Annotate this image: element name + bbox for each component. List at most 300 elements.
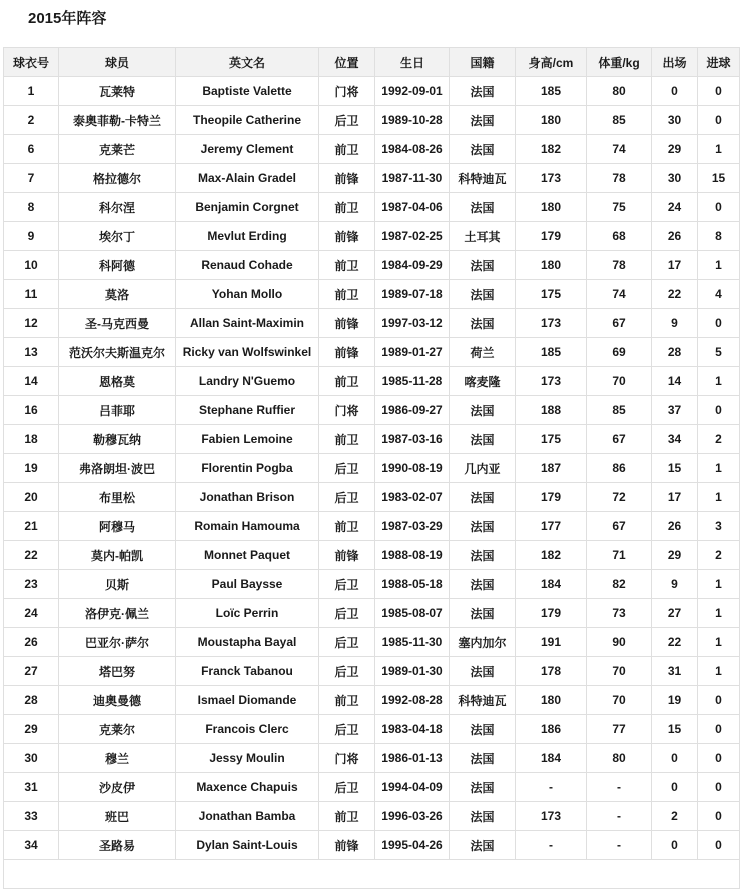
cell: 24 <box>4 599 59 628</box>
cell: 1986-09-27 <box>375 396 450 425</box>
cell: 后卫 <box>319 657 375 686</box>
cell: 前卫 <box>319 512 375 541</box>
cell: 前卫 <box>319 425 375 454</box>
cell: 法国 <box>450 657 516 686</box>
cell: 26 <box>4 628 59 657</box>
cell: Yohan Mollo <box>176 280 319 309</box>
cell: 184 <box>516 744 587 773</box>
cell: 法国 <box>450 773 516 802</box>
cell: 173 <box>516 367 587 396</box>
cell: 0 <box>698 309 740 338</box>
cell: 布里松 <box>59 483 176 512</box>
cell: Monnet Paquet <box>176 541 319 570</box>
cell: - <box>587 802 652 831</box>
column-header: 英文名 <box>176 48 319 77</box>
cell: 0 <box>698 831 740 860</box>
table-row <box>4 657 740 686</box>
cell: 179 <box>516 483 587 512</box>
cell: Francois Clerc <box>176 715 319 744</box>
cell: 法国 <box>450 541 516 570</box>
cell: 67 <box>587 512 652 541</box>
cell: 勒穆瓦纳 <box>59 425 176 454</box>
cell: 33 <box>4 802 59 831</box>
cell: 180 <box>516 686 587 715</box>
cell: 莫洛 <box>59 280 176 309</box>
cell: 弗洛朗坦·波巴 <box>59 454 176 483</box>
cell: 1983-02-07 <box>375 483 450 512</box>
cell: 29 <box>652 135 698 164</box>
cell: 法国 <box>450 135 516 164</box>
table-row <box>4 512 740 541</box>
empty-row <box>4 860 740 889</box>
cell: 法国 <box>450 715 516 744</box>
cell: 1989-01-30 <box>375 657 450 686</box>
cell: 法国 <box>450 483 516 512</box>
cell: 圣-马克西曼 <box>59 309 176 338</box>
cell: 30 <box>4 744 59 773</box>
cell: 法国 <box>450 570 516 599</box>
cell: 3 <box>698 512 740 541</box>
column-header: 进球 <box>698 48 740 77</box>
cell: 86 <box>587 454 652 483</box>
cell: 前卫 <box>319 686 375 715</box>
cell: 1985-11-30 <box>375 628 450 657</box>
table-row <box>4 280 740 309</box>
cell: 26 <box>652 222 698 251</box>
cell: 24 <box>652 193 698 222</box>
cell: 7 <box>4 164 59 193</box>
cell: 175 <box>516 425 587 454</box>
cell: 前卫 <box>319 193 375 222</box>
cell: 法国 <box>450 425 516 454</box>
cell: 土耳其 <box>450 222 516 251</box>
cell: 186 <box>516 715 587 744</box>
cell: 85 <box>587 396 652 425</box>
cell: 173 <box>516 164 587 193</box>
table-row <box>4 164 740 193</box>
cell: 1995-04-26 <box>375 831 450 860</box>
cell: 科阿德 <box>59 251 176 280</box>
cell: 前卫 <box>319 251 375 280</box>
cell: 1985-08-07 <box>375 599 450 628</box>
cell: 后卫 <box>319 483 375 512</box>
cell: 范沃尔夫斯温克尔 <box>59 338 176 367</box>
cell: 0 <box>698 773 740 802</box>
cell: 179 <box>516 599 587 628</box>
cell: 23 <box>4 570 59 599</box>
cell: 班巴 <box>59 802 176 831</box>
column-header: 生日 <box>375 48 450 77</box>
cell: 1985-11-28 <box>375 367 450 396</box>
cell: 法国 <box>450 512 516 541</box>
cell: 31 <box>652 657 698 686</box>
page <box>0 10 742 889</box>
cell: 85 <box>587 106 652 135</box>
cell: 182 <box>516 541 587 570</box>
cell: 格拉德尔 <box>59 164 176 193</box>
cell: 泰奥菲勒-卡特兰 <box>59 106 176 135</box>
cell: 80 <box>587 744 652 773</box>
cell: 0 <box>652 77 698 106</box>
cell: Jessy Moulin <box>176 744 319 773</box>
cell: 21 <box>4 512 59 541</box>
cell: 28 <box>652 338 698 367</box>
table-row <box>4 425 740 454</box>
cell: 后卫 <box>319 106 375 135</box>
cell: 179 <box>516 222 587 251</box>
table-row <box>4 454 740 483</box>
cell: 阿穆马 <box>59 512 176 541</box>
cell: Romain Hamouma <box>176 512 319 541</box>
cell: 28 <box>4 686 59 715</box>
cell: 克莱芒 <box>59 135 176 164</box>
cell: 法国 <box>450 831 516 860</box>
cell: 2 <box>652 802 698 831</box>
table-row <box>4 686 740 715</box>
cell: 67 <box>587 425 652 454</box>
cell: 1989-10-28 <box>375 106 450 135</box>
cell: 30 <box>652 106 698 135</box>
cell: 吕菲耶 <box>59 396 176 425</box>
squad-table <box>3 47 740 889</box>
cell: 37 <box>652 396 698 425</box>
cell: 187 <box>516 454 587 483</box>
table-row <box>4 802 740 831</box>
cell: Paul Baysse <box>176 570 319 599</box>
cell: 27 <box>652 599 698 628</box>
table-row <box>4 744 740 773</box>
cell: Max-Alain Gradel <box>176 164 319 193</box>
cell: 后卫 <box>319 715 375 744</box>
cell: 15 <box>698 164 740 193</box>
cell: 17 <box>652 483 698 512</box>
cell: - <box>587 773 652 802</box>
cell: 78 <box>587 251 652 280</box>
table-row <box>4 831 740 860</box>
cell: 180 <box>516 106 587 135</box>
cell: 182 <box>516 135 587 164</box>
cell: Theopile Catherine <box>176 106 319 135</box>
cell: - <box>516 773 587 802</box>
cell: 埃尔丁 <box>59 222 176 251</box>
cell: 22 <box>652 628 698 657</box>
cell: 16 <box>4 396 59 425</box>
cell: 67 <box>587 309 652 338</box>
cell: 19 <box>4 454 59 483</box>
cell: 前锋 <box>319 222 375 251</box>
column-header: 位置 <box>319 48 375 77</box>
cell: 178 <box>516 657 587 686</box>
cell: 几内亚 <box>450 454 516 483</box>
cell: 1983-04-18 <box>375 715 450 744</box>
cell: Florentin Pogba <box>176 454 319 483</box>
cell: 173 <box>516 309 587 338</box>
cell: 1997-03-12 <box>375 309 450 338</box>
cell: 0 <box>698 802 740 831</box>
cell: 90 <box>587 628 652 657</box>
cell: 贝斯 <box>59 570 176 599</box>
column-header: 球员 <box>59 48 176 77</box>
cell: 173 <box>516 802 587 831</box>
cell: 穆兰 <box>59 744 176 773</box>
cell: 34 <box>652 425 698 454</box>
cell: Ismael Diomande <box>176 686 319 715</box>
cell: 1 <box>698 657 740 686</box>
cell: 前卫 <box>319 280 375 309</box>
cell: 后卫 <box>319 454 375 483</box>
cell: 29 <box>652 541 698 570</box>
column-header: 出场 <box>652 48 698 77</box>
cell: Allan Saint-Maximin <box>176 309 319 338</box>
cell: 31 <box>4 773 59 802</box>
cell: 22 <box>652 280 698 309</box>
table-row <box>4 715 740 744</box>
cell: 30 <box>652 164 698 193</box>
cell: 科尔涅 <box>59 193 176 222</box>
cell: Landry N'Guemo <box>176 367 319 396</box>
cell: 70 <box>587 686 652 715</box>
cell: 法国 <box>450 77 516 106</box>
cell: 13 <box>4 338 59 367</box>
table-row <box>4 251 740 280</box>
cell: 1 <box>698 628 740 657</box>
column-header: 身高/cm <box>516 48 587 77</box>
cell: 1992-08-28 <box>375 686 450 715</box>
cell: 72 <box>587 483 652 512</box>
cell: 前锋 <box>319 164 375 193</box>
cell: 20 <box>4 483 59 512</box>
cell: - <box>516 831 587 860</box>
cell: 15 <box>652 454 698 483</box>
cell: 后卫 <box>319 570 375 599</box>
cell: 0 <box>698 77 740 106</box>
cell: Stephane Ruffier <box>176 396 319 425</box>
table-row <box>4 570 740 599</box>
cell: Maxence Chapuis <box>176 773 319 802</box>
cell: 17 <box>652 251 698 280</box>
cell: 后卫 <box>319 599 375 628</box>
cell: Renaud Cohade <box>176 251 319 280</box>
table-row <box>4 193 740 222</box>
cell: 1989-01-27 <box>375 338 450 367</box>
cell: 洛伊克·佩兰 <box>59 599 176 628</box>
cell: 法国 <box>450 802 516 831</box>
cell: 82 <box>587 570 652 599</box>
cell: 科特迪瓦 <box>450 164 516 193</box>
cell: 1 <box>698 454 740 483</box>
cell: Jonathan Brison <box>176 483 319 512</box>
page-title: 2015年阵容 <box>28 10 107 27</box>
cell: 恩格莫 <box>59 367 176 396</box>
cell: Franck Tabanou <box>176 657 319 686</box>
cell: 69 <box>587 338 652 367</box>
cell: 9 <box>652 570 698 599</box>
cell: 1 <box>4 77 59 106</box>
cell: 12 <box>4 309 59 338</box>
cell: 8 <box>4 193 59 222</box>
cell: 前卫 <box>319 367 375 396</box>
cell: 门将 <box>319 77 375 106</box>
cell: 177 <box>516 512 587 541</box>
cell: Loïc Perrin <box>176 599 319 628</box>
table-row <box>4 338 740 367</box>
cell: 1988-08-19 <box>375 541 450 570</box>
cell: 1 <box>698 367 740 396</box>
cell: 5 <box>698 338 740 367</box>
cell: 克莱尔 <box>59 715 176 744</box>
cell: 74 <box>587 280 652 309</box>
cell: 门将 <box>319 744 375 773</box>
cell: 法国 <box>450 280 516 309</box>
cell: 70 <box>587 657 652 686</box>
cell: 74 <box>587 135 652 164</box>
cell: 180 <box>516 193 587 222</box>
table-row <box>4 309 740 338</box>
cell: 1992-09-01 <box>375 77 450 106</box>
table-row <box>4 483 740 512</box>
cell: 1986-01-13 <box>375 744 450 773</box>
cell: 喀麦隆 <box>450 367 516 396</box>
cell: 175 <box>516 280 587 309</box>
cell: 26 <box>652 512 698 541</box>
cell: 巴亚尔·萨尔 <box>59 628 176 657</box>
cell: 圣路易 <box>59 831 176 860</box>
cell: 法国 <box>450 396 516 425</box>
cell: 沙皮伊 <box>59 773 176 802</box>
cell: 0 <box>698 106 740 135</box>
cell: 塞内加尔 <box>450 628 516 657</box>
cell: 1989-07-18 <box>375 280 450 309</box>
cell: 19 <box>652 686 698 715</box>
cell: 188 <box>516 396 587 425</box>
cell: 68 <box>587 222 652 251</box>
table-row <box>4 396 740 425</box>
cell: 73 <box>587 599 652 628</box>
cell: 后卫 <box>319 773 375 802</box>
cell: 34 <box>4 831 59 860</box>
table-body <box>4 77 740 889</box>
cell: 77 <box>587 715 652 744</box>
cell: 后卫 <box>319 628 375 657</box>
cell: 2 <box>698 425 740 454</box>
table-row <box>4 628 740 657</box>
cell: 4 <box>698 280 740 309</box>
cell: 科特迪瓦 <box>450 686 516 715</box>
cell: 1 <box>698 570 740 599</box>
cell: 1987-03-16 <box>375 425 450 454</box>
table-row <box>4 773 740 802</box>
cell: 0 <box>698 744 740 773</box>
cell: 前锋 <box>319 541 375 570</box>
cell: 塔巴努 <box>59 657 176 686</box>
cell: 法国 <box>450 309 516 338</box>
cell: 8 <box>698 222 740 251</box>
cell: 1 <box>698 599 740 628</box>
empty-cell <box>4 860 740 889</box>
table-row <box>4 222 740 251</box>
cell: 前锋 <box>319 338 375 367</box>
cell: 29 <box>4 715 59 744</box>
cell: Moustapha Bayal <box>176 628 319 657</box>
table-row <box>4 599 740 628</box>
cell: 荷兰 <box>450 338 516 367</box>
cell: 1984-08-26 <box>375 135 450 164</box>
cell: 1988-05-18 <box>375 570 450 599</box>
cell: 0 <box>698 193 740 222</box>
cell: 18 <box>4 425 59 454</box>
cell: Ricky van Wolfswinkel <box>176 338 319 367</box>
cell: 22 <box>4 541 59 570</box>
cell: 1994-04-09 <box>375 773 450 802</box>
cell: 前卫 <box>319 802 375 831</box>
cell: 法国 <box>450 744 516 773</box>
cell: 14 <box>4 367 59 396</box>
cell: - <box>587 831 652 860</box>
cell: 门将 <box>319 396 375 425</box>
cell: 9 <box>652 309 698 338</box>
cell: 2 <box>4 106 59 135</box>
cell: Jeremy Clement <box>176 135 319 164</box>
cell: 0 <box>652 773 698 802</box>
cell: 0 <box>698 715 740 744</box>
cell: 6 <box>4 135 59 164</box>
cell: Mevlut Erding <box>176 222 319 251</box>
column-header: 体重/kg <box>587 48 652 77</box>
cell: 法国 <box>450 193 516 222</box>
cell: 71 <box>587 541 652 570</box>
cell: 184 <box>516 570 587 599</box>
table-row <box>4 77 740 106</box>
cell: 0 <box>698 396 740 425</box>
cell: 莫内-帕凯 <box>59 541 176 570</box>
cell: 瓦莱特 <box>59 77 176 106</box>
cell: 180 <box>516 251 587 280</box>
cell: 1987-04-06 <box>375 193 450 222</box>
cell: 1987-02-25 <box>375 222 450 251</box>
cell: 1996-03-26 <box>375 802 450 831</box>
header-row <box>4 48 740 77</box>
cell: 1984-09-29 <box>375 251 450 280</box>
cell: 80 <box>587 77 652 106</box>
cell: 前卫 <box>319 135 375 164</box>
cell: 0 <box>652 831 698 860</box>
cell: 法国 <box>450 251 516 280</box>
cell: Dylan Saint-Louis <box>176 831 319 860</box>
cell: 1987-11-30 <box>375 164 450 193</box>
table-row <box>4 106 740 135</box>
cell: 185 <box>516 338 587 367</box>
cell: 14 <box>652 367 698 396</box>
cell: 1987-03-29 <box>375 512 450 541</box>
cell: 75 <box>587 193 652 222</box>
cell: Fabien Lemoine <box>176 425 319 454</box>
cell: 78 <box>587 164 652 193</box>
cell: 70 <box>587 367 652 396</box>
cell: 前锋 <box>319 831 375 860</box>
cell: 11 <box>4 280 59 309</box>
cell: 法国 <box>450 599 516 628</box>
cell: 0 <box>698 686 740 715</box>
table-row <box>4 135 740 164</box>
cell: 1 <box>698 135 740 164</box>
cell: 0 <box>652 744 698 773</box>
cell: 185 <box>516 77 587 106</box>
cell: 191 <box>516 628 587 657</box>
column-header: 球衣号 <box>4 48 59 77</box>
cell: 15 <box>652 715 698 744</box>
cell: Benjamin Corgnet <box>176 193 319 222</box>
cell: 迪奥曼德 <box>59 686 176 715</box>
